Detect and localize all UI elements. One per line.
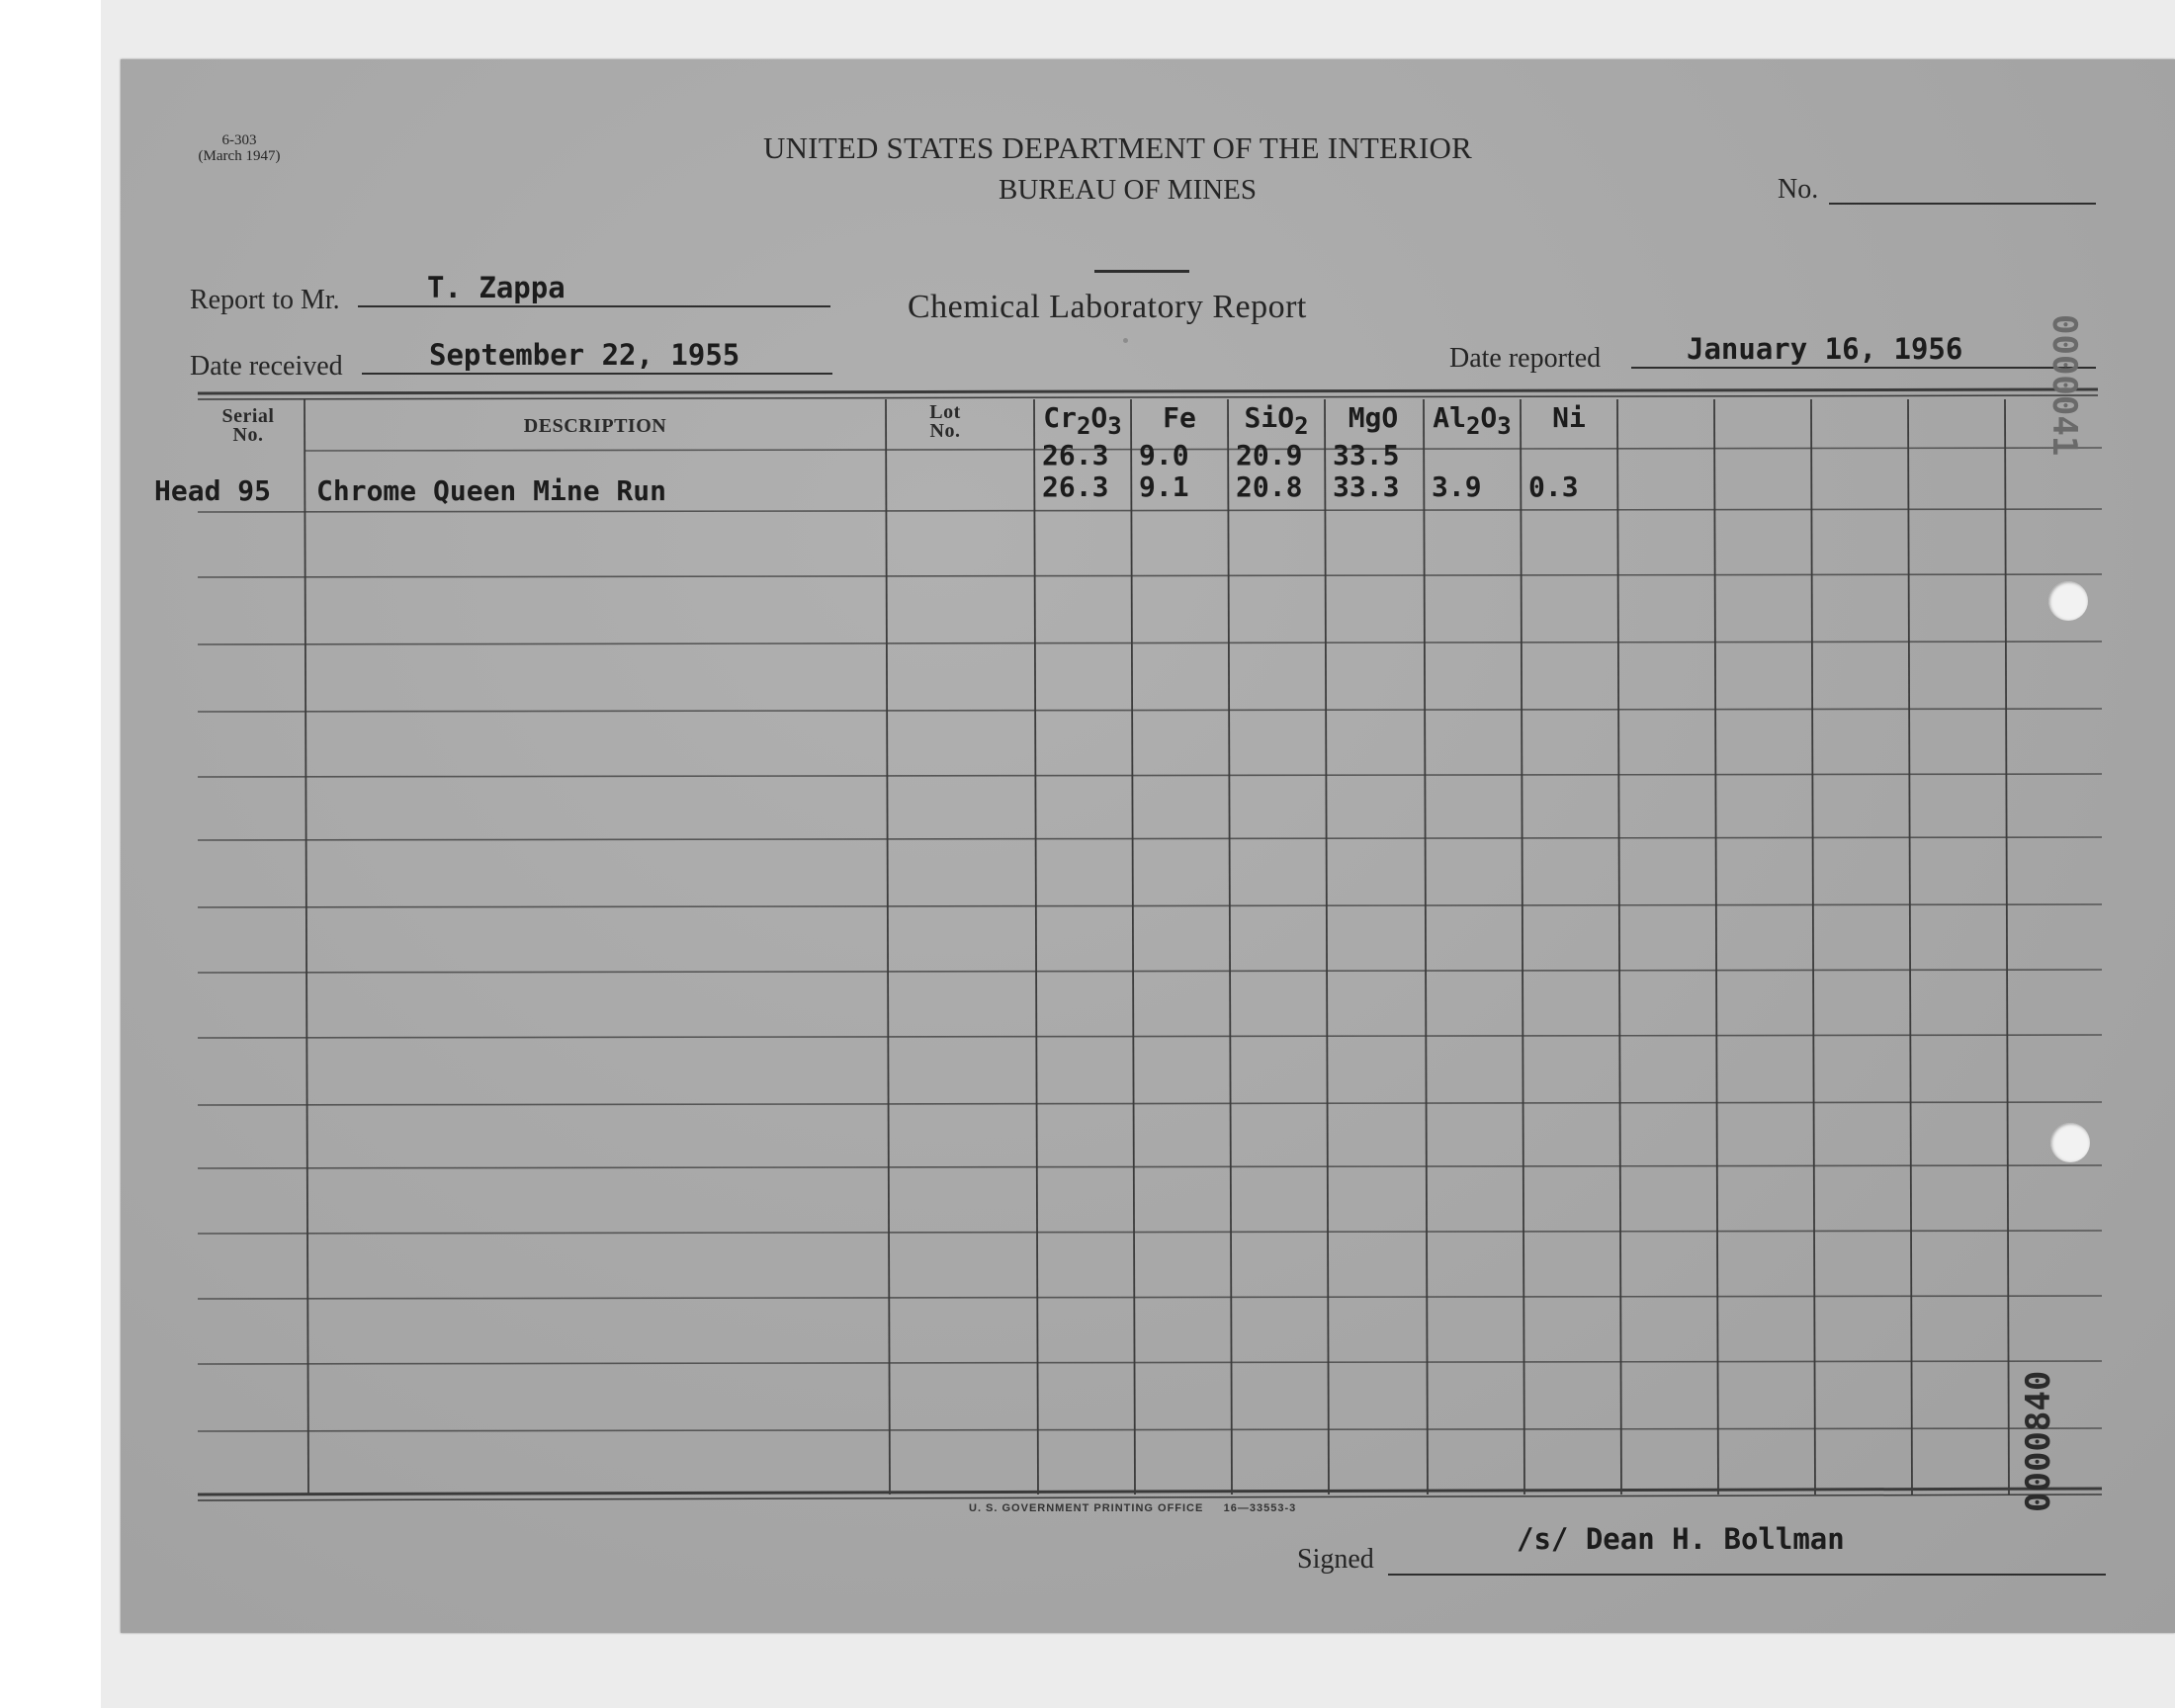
form-number: 6-303 [221, 132, 257, 148]
department-heading: UNITED STATES DEPARTMENT OF THE INTERIOR [763, 130, 1472, 165]
column-rule [1034, 399, 1038, 1494]
analyte-header: MgO [1348, 401, 1399, 434]
printer-imprint: U. S. GOVERNMENT PRINTING OFFICE 16—33553-3 [969, 1502, 1297, 1514]
row-rule [304, 448, 2102, 451]
assay-value: 33.3 [1333, 470, 1400, 503]
row-rule [198, 1035, 2102, 1038]
binder-hole-bottom [2050, 1123, 2090, 1162]
column-rule [1811, 399, 1815, 1494]
analyte-header: Fe [1163, 401, 1196, 434]
serial-no-header: Serial No. [221, 405, 275, 446]
assay-value: 0.3 [1528, 470, 1579, 503]
lot-no-header: Lot No. [929, 401, 961, 442]
row-description: Chrome Queen Mine Run [316, 474, 667, 507]
assay-value: 26.3 [1042, 439, 1109, 471]
assay-value: 3.9 [1432, 470, 1482, 503]
date-received-label: Date received [190, 351, 343, 382]
column-rule [1228, 399, 1232, 1494]
column-rule [1714, 399, 1718, 1494]
row-rule [198, 641, 2102, 644]
row-rule [198, 509, 2102, 512]
column-rule [1908, 399, 1912, 1494]
row-rule [198, 774, 2102, 777]
row-rule [198, 574, 2102, 577]
margin-stamp-bottom: 0000840 [2019, 1370, 2058, 1512]
row-serial: Head 95 [154, 474, 272, 507]
assay-value: 20.9 [1236, 439, 1303, 471]
paper-speck [1123, 338, 1128, 343]
date-reported-value: January 16, 1956 [1687, 332, 1963, 366]
date-received-value: September 22, 1955 [429, 338, 740, 372]
analyte-header: Ni [1552, 401, 1586, 434]
row-rule [198, 970, 2102, 973]
report-to-label: Report to Mr. [190, 285, 340, 315]
row-rule [198, 1102, 2102, 1105]
report-form [121, 59, 2175, 1633]
row-rule [198, 1296, 2102, 1299]
row-rule [198, 1231, 2102, 1234]
report-table-grid [121, 59, 2175, 1633]
column-rule [1131, 399, 1135, 1494]
row-rule [198, 1428, 2102, 1431]
form-edition: (March 1947) [198, 148, 281, 164]
assay-value: 20.8 [1236, 470, 1303, 503]
description-header: DESCRIPTION [523, 415, 667, 437]
row-rule [198, 837, 2102, 840]
signature-line [1388, 1574, 2106, 1576]
analyte-header: $Al_2O_3$ [1433, 401, 1512, 440]
bureau-heading: BUREAU OF MINES [999, 174, 1258, 206]
analyte-header: $Cr_2O_3$ [1043, 401, 1122, 440]
report-number-label: No. [1778, 174, 1819, 205]
column-rule [2005, 399, 2009, 1494]
row-rule [198, 1361, 2102, 1364]
signature-value: /s/ Dean H. Bollman [1517, 1522, 1845, 1556]
assay-value: 33.5 [1333, 439, 1400, 471]
report-title: Chemical Laboratory Report [908, 289, 1307, 325]
row-rule [198, 904, 2102, 907]
margin-stamp-top: 0000041 [2044, 314, 2084, 457]
analyte-header: SiO$_2$ [1244, 401, 1309, 440]
column-rule [886, 399, 890, 1494]
row-rule [198, 1165, 2102, 1168]
signed-label: Signed [1297, 1544, 1374, 1575]
column-rule [1325, 399, 1329, 1494]
column-rule [1424, 399, 1428, 1494]
assay-value: 9.1 [1139, 470, 1189, 503]
assay-value: 9.0 [1139, 439, 1189, 471]
column-rule [1521, 399, 1524, 1494]
date-reported-label: Date reported [1449, 343, 1602, 374]
report-to-value: T. Zappa [427, 271, 566, 304]
scan-margin [0, 0, 101, 1708]
column-rule [304, 399, 308, 1494]
row-rule [198, 709, 2102, 712]
column-rule [1617, 399, 1621, 1494]
assay-value: 26.3 [1042, 470, 1109, 503]
binder-hole-top [2048, 581, 2088, 621]
